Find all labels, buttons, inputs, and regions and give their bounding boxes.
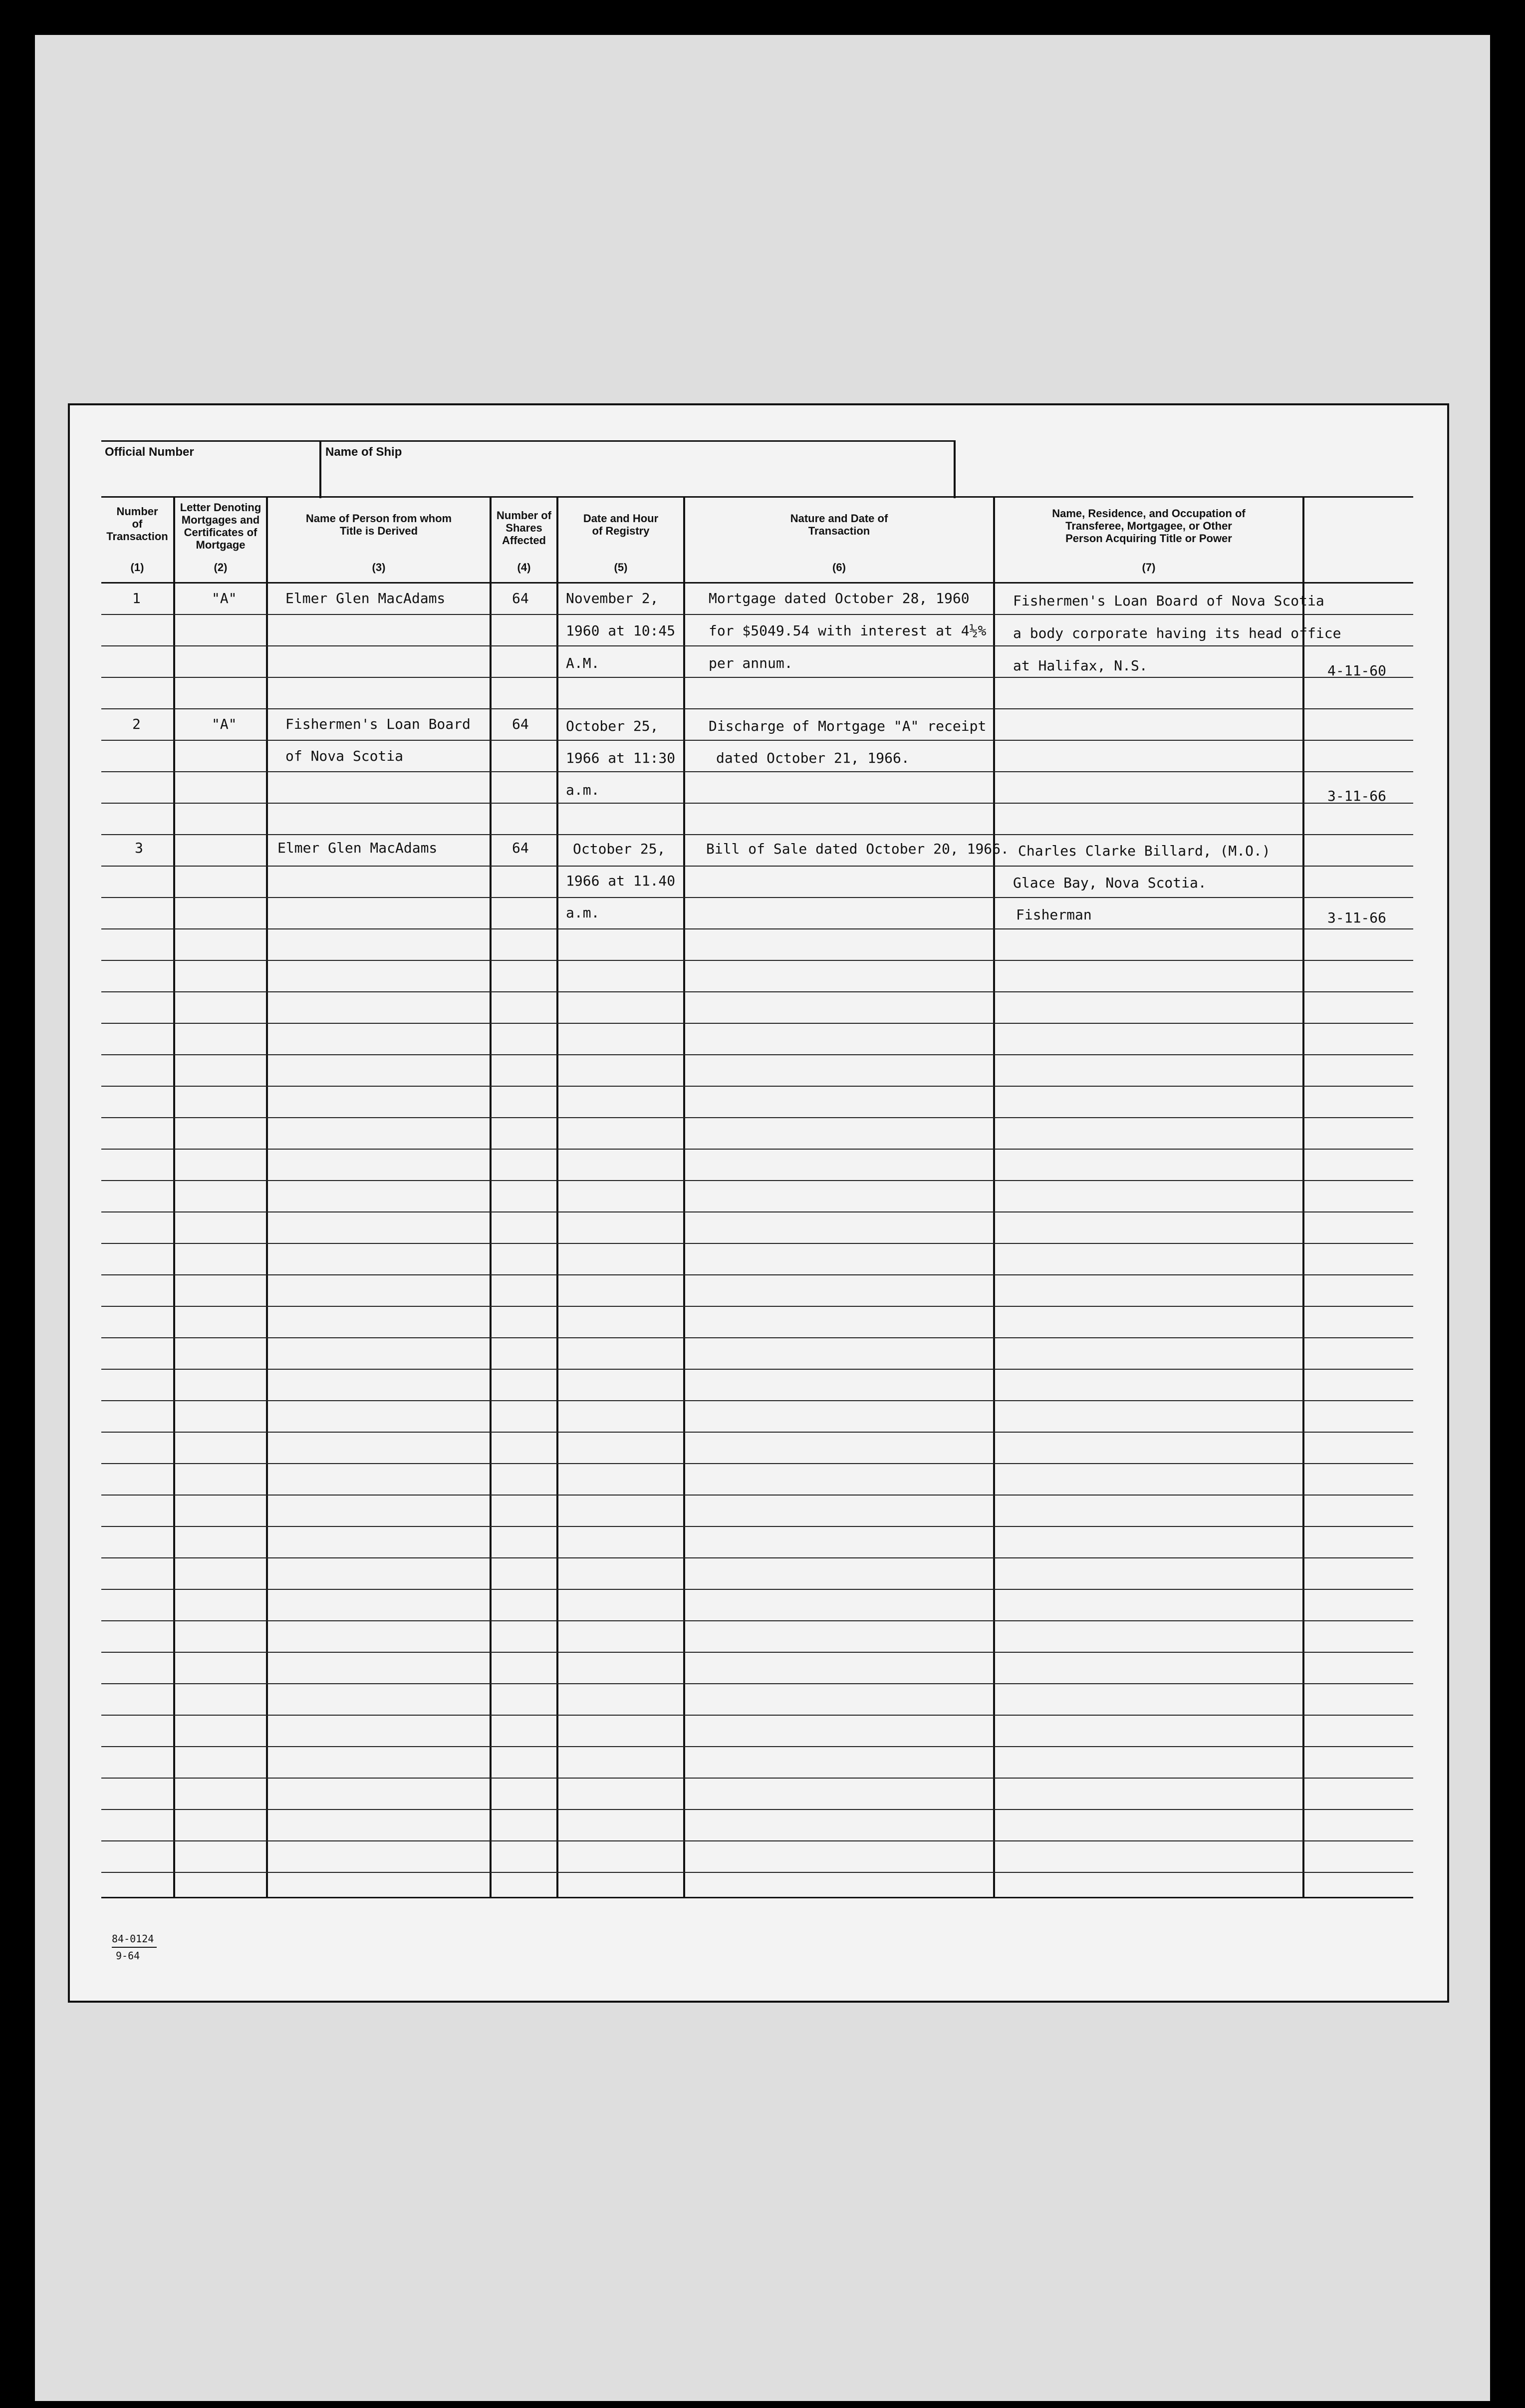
txn-2-registry-3: a.m. bbox=[566, 782, 600, 798]
txn-3-to-3: Fisherman bbox=[1016, 906, 1092, 923]
col-header-registry: Date and Hour of Registry bbox=[583, 512, 659, 537]
col-number-6: (6) bbox=[832, 561, 846, 574]
col-number-4: (4) bbox=[517, 561, 531, 574]
ruled-line bbox=[101, 866, 1413, 867]
ruled-line bbox=[101, 1652, 1413, 1653]
col-number-1: (1) bbox=[130, 561, 144, 574]
ruled-line bbox=[101, 1243, 1413, 1244]
ruled-line bbox=[101, 645, 1413, 646]
ruled-line bbox=[101, 991, 1413, 992]
header-bottom-line bbox=[101, 582, 1413, 584]
txn-3-registry-3: a.m. bbox=[566, 904, 600, 921]
txn-2-from-1: Fishermen's Loan Board bbox=[285, 716, 471, 732]
ruled-line bbox=[101, 1086, 1413, 1087]
ruled-line bbox=[101, 1117, 1413, 1118]
txn-3-shares: 64 bbox=[512, 840, 529, 856]
txn-1-number: 1 bbox=[132, 590, 141, 606]
txn-1-nature-3: per annum. bbox=[709, 655, 793, 671]
txn-1-date: 4-11-60 bbox=[1327, 662, 1387, 679]
ruled-line bbox=[101, 834, 1413, 835]
ruled-line bbox=[101, 1211, 1413, 1212]
ruled-line bbox=[101, 1683, 1413, 1684]
ruled-line bbox=[101, 1180, 1413, 1181]
ruled-line bbox=[101, 1778, 1413, 1779]
txn-1-registry-3: A.M. bbox=[566, 655, 600, 671]
txn-1-shares: 64 bbox=[512, 590, 529, 606]
txn-2-nature-2: dated October 21, 1966. bbox=[716, 750, 910, 766]
ruled-line bbox=[101, 803, 1413, 804]
ruled-line bbox=[101, 897, 1413, 898]
txn-3-number: 3 bbox=[135, 840, 143, 856]
form-date: 9-64 bbox=[116, 1950, 140, 1962]
txn-2-letter: "A" bbox=[212, 716, 237, 732]
ruled-line bbox=[101, 1557, 1413, 1558]
col-divider-4 bbox=[556, 496, 558, 1898]
col-divider-3 bbox=[490, 496, 492, 1898]
ruled-line bbox=[101, 771, 1413, 772]
ruled-line bbox=[101, 928, 1413, 929]
ruled-line bbox=[101, 1526, 1413, 1527]
txn-3-date: 3-11-66 bbox=[1327, 909, 1387, 926]
ruled-line bbox=[101, 708, 1413, 709]
name-of-ship-label: Name of Ship bbox=[325, 445, 402, 459]
txn-1-nature-2: for $5049.54 with interest at 4½% bbox=[709, 622, 987, 639]
official-number-label: Official Number bbox=[105, 445, 194, 459]
col-divider-2 bbox=[266, 496, 268, 1898]
header-right-edge bbox=[954, 440, 956, 498]
txn-1-nature-1: Mortgage dated October 28, 1960 bbox=[709, 590, 970, 606]
ruled-line bbox=[101, 960, 1413, 961]
form-code-underline bbox=[112, 1947, 157, 1948]
col-divider-5 bbox=[683, 496, 685, 1898]
ruled-line bbox=[101, 1620, 1413, 1621]
ruled-line bbox=[101, 1369, 1413, 1370]
col-header-shares: Number of Shares Affected bbox=[497, 509, 551, 547]
col-header-transferee: Name, Residence, and Occupation of Transferee, Mortgagee, or Other Person Acquiring Title or Power bbox=[1052, 507, 1246, 545]
txn-1-registry-2: 1960 at 10:45 bbox=[566, 622, 676, 639]
ruled-line bbox=[101, 1872, 1413, 1873]
ruled-line bbox=[101, 1054, 1413, 1055]
col-number-5: (5) bbox=[614, 561, 628, 574]
ruled-line bbox=[101, 677, 1413, 678]
txn-1-to-2: a body corporate having its head office bbox=[1013, 625, 1341, 641]
txn-3-from-1: Elmer Glen MacAdams bbox=[277, 840, 438, 856]
ruled-line bbox=[101, 1715, 1413, 1716]
txn-2-date: 3-11-66 bbox=[1327, 788, 1387, 804]
form-code: 84-0124 bbox=[112, 1933, 154, 1945]
txn-2-registry-1: October 25, bbox=[566, 718, 659, 734]
table-top-line bbox=[101, 496, 1413, 498]
col-divider-6 bbox=[993, 496, 995, 1898]
col-header-from: Name of Person from whom Title is Derived bbox=[305, 512, 452, 537]
txn-1-registry-1: November 2, bbox=[566, 590, 659, 606]
col-divider-7 bbox=[1302, 496, 1304, 1898]
txn-3-to-2: Glace Bay, Nova Scotia. bbox=[1013, 875, 1207, 891]
ruled-line bbox=[101, 1589, 1413, 1590]
col-number-2: (2) bbox=[214, 561, 228, 574]
col-header-letter: Letter Denoting Mortgages and Certificates of Mortgage bbox=[180, 501, 261, 551]
table-bottom-line bbox=[101, 1897, 1413, 1898]
txn-1-to-3: at Halifax, N.S. bbox=[1013, 657, 1148, 674]
txn-3-to-1: Charles Clarke Billard, (M.O.) bbox=[1018, 843, 1271, 859]
txn-2-registry-2: 1966 at 11:30 bbox=[566, 750, 676, 766]
ruled-line bbox=[101, 1495, 1413, 1496]
txn-3-nature-1: Bill of Sale dated October 20, 1966. bbox=[706, 841, 1009, 857]
ruled-line bbox=[101, 1274, 1413, 1275]
txn-2-from-2: of Nova Scotia bbox=[285, 748, 404, 764]
col-header-transaction: Number of Transaction bbox=[106, 505, 168, 543]
ship-registry-form bbox=[68, 403, 1449, 2003]
txn-3-registry-1: October 25, bbox=[573, 841, 666, 857]
col-number-3: (3) bbox=[372, 561, 386, 574]
txn-1-to-1: Fishermen's Loan Board of Nova Scotia bbox=[1013, 593, 1324, 609]
ruled-line bbox=[101, 1463, 1413, 1464]
txn-1-letter: "A" bbox=[212, 590, 237, 606]
txn-2-number: 2 bbox=[132, 716, 141, 732]
ruled-line bbox=[101, 1149, 1413, 1150]
txn-1-from-1: Elmer Glen MacAdams bbox=[285, 590, 446, 606]
ruled-line bbox=[101, 740, 1413, 741]
col-number-7: (7) bbox=[1142, 561, 1156, 574]
col-header-nature: Nature and Date of Transaction bbox=[790, 512, 888, 537]
ruled-line bbox=[101, 1432, 1413, 1433]
header-top-line bbox=[101, 440, 956, 442]
ruled-line bbox=[101, 1809, 1413, 1810]
ruled-line bbox=[101, 1840, 1413, 1841]
col-divider-1 bbox=[173, 496, 175, 1898]
ruled-line bbox=[101, 1023, 1413, 1024]
txn-3-registry-2: 1966 at 11.40 bbox=[566, 873, 676, 889]
ruled-line bbox=[101, 1337, 1413, 1338]
ruled-line bbox=[101, 1400, 1413, 1401]
txn-2-nature-1: Discharge of Mortgage "A" receipt bbox=[709, 718, 987, 734]
ruled-line bbox=[101, 614, 1413, 615]
header-divider bbox=[319, 440, 321, 498]
txn-2-shares: 64 bbox=[512, 716, 529, 732]
ruled-line bbox=[101, 1306, 1413, 1307]
ruled-line bbox=[101, 1746, 1413, 1747]
